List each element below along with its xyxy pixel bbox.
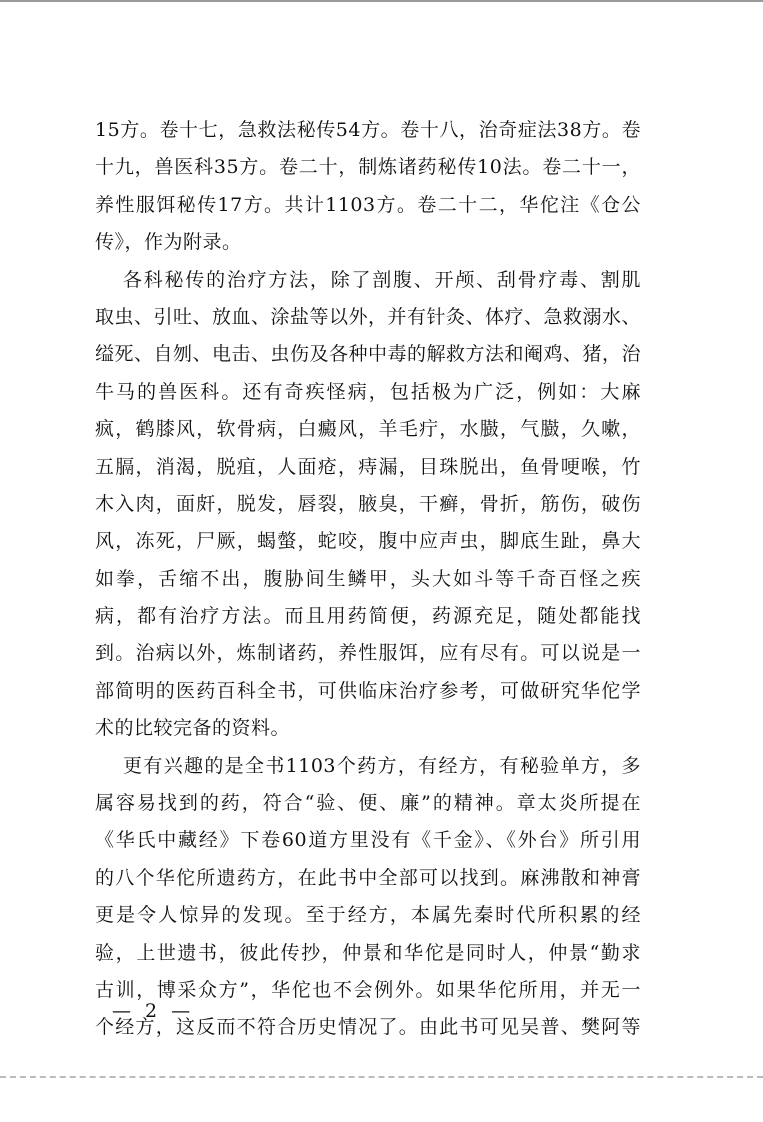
text-line: 验，上世遗书，彼此传抄，仲景和华佗是同时人，仲景“勤求 — [95, 941, 641, 964]
text-line: 如拳，舌缩不出，腹胁间生鳞甲，头大如斗等千奇百怪之疾 — [95, 567, 641, 590]
text-line: 十九，兽医科35方。卷二十，制炼诸药秘传10法。卷二十一， — [95, 156, 641, 179]
text-line: 到。治病以外，炼制诸药，养性服饵，应有尽有。可以说是一 — [95, 642, 641, 665]
text-line: 15方。卷十七，急救法秘传54方。卷十八，治奇症法38方。卷 — [95, 119, 641, 141]
text-line: 传》，作为附录。 — [95, 231, 242, 254]
text-line: 部简明的医药百科全书，可供临床治疗参考，可做研究华佗学 — [95, 679, 641, 702]
page-number: — 2 — — [112, 1000, 195, 1022]
text-line: 术的比较完备的资料。 — [95, 717, 291, 740]
body-text — [95, 112, 641, 1047]
text-line: 《华氏中藏经》下卷60道方里没有《千金》、《外台》所引用 — [95, 829, 641, 852]
text-line: 养性服饵秘传17方。共计1103方。卷二十二，华佗注《仓公 — [95, 193, 641, 216]
text-line: 病，都有治疗方法。而且用药简便，药源充足，随处都能找 — [95, 605, 641, 628]
scan-bottom-edge — [0, 1076, 763, 1078]
text-line: 风，冻死，尸厥，蝎螫，蛇咬，腹中应声虫，脚底生趾，鼻大 — [95, 530, 641, 553]
text-line: 属容易找到的药，符合“验、便、廉”的精神。章太炎所提在 — [95, 792, 641, 815]
text-line: 取虫、引吐、放血、涂盐等以外，并有针灸、体疗、急救溺水、 — [95, 305, 642, 328]
text-line: 五膈，消渴，脱疽，人面疮，痔漏，目珠脱出，鱼骨哽喉，竹 — [95, 455, 641, 478]
text-line: 的八个华佗所遗药方，在此书中全部可以找到。麻沸散和神膏 — [95, 866, 641, 889]
text-line: 更是令人惊异的发现。至于经方，本属先秦时代所积累的经 — [95, 904, 641, 927]
text-line: 木入肉，面皯，脱发，唇裂，腋臭，干癣，骨折，筋伤，破伤 — [95, 492, 641, 515]
text-line: 疯，鹤膝风，软骨病，白癜风，羊毛疔，水臌，气臌，久嗽， — [95, 418, 641, 441]
text-line: 牛马的兽医科。还有奇疾怪病，包括极为广泛，例如：大麻 — [95, 380, 641, 403]
text-line: 更有兴趣的是全书1103个药方，有经方，有秘验单方，多 — [123, 754, 641, 777]
text-line: 各科秘传的治疗方法，除了剖腹、开颅、刮骨疗毒、割肌 — [123, 268, 641, 291]
scan-top-edge — [0, 0, 763, 2]
text-line: 个经方，这反而不符合历史情况了。由此书可见吴普、樊阿等 — [95, 1016, 641, 1039]
text-line: 缢死、自刎、电击、虫伤及各种中毒的解救方法和阉鸡、猪，治 — [95, 343, 642, 366]
text-line: 古训，博采众方”，华佗也不会例外。如果华佗所用，并无一 — [95, 978, 641, 1001]
